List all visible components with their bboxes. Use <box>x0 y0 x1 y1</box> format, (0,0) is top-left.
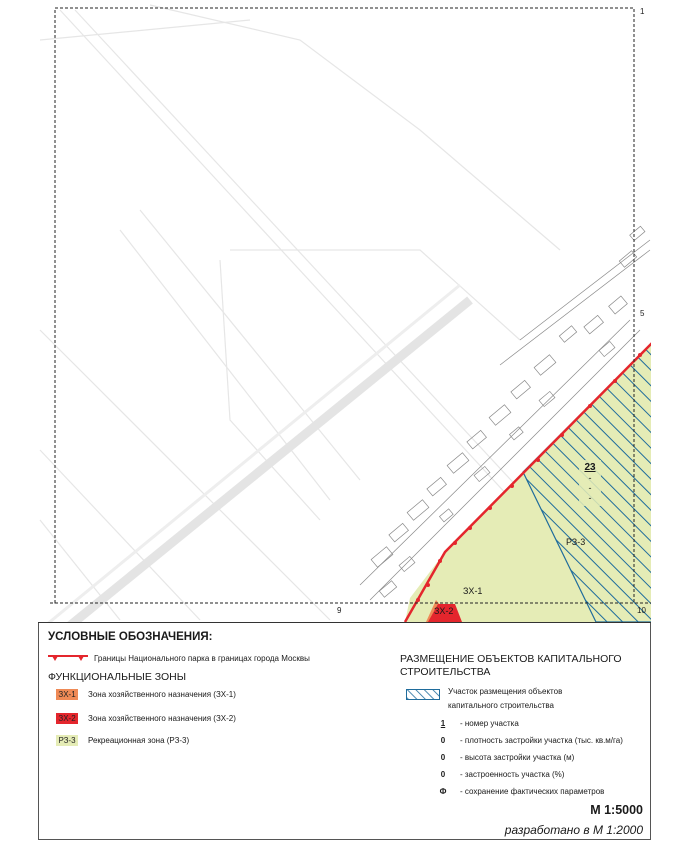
legend-zone-row <box>56 689 236 700</box>
legend-zone-row <box>56 713 236 724</box>
developed-scale: разработано в М 1:2000 <box>504 823 643 837</box>
parcel-value-3: - <box>588 493 592 503</box>
legend-boundary-text: Границы Национального парка в границах города Москвы <box>94 653 310 663</box>
map-area[interactable] <box>38 2 651 622</box>
legend-zone-row <box>56 735 189 746</box>
param-row <box>426 736 623 745</box>
param-key: 0 <box>440 753 446 762</box>
zone-swatch: ЗХ-2 <box>56 713 78 724</box>
sheet-number-right-middle: 5 <box>640 309 645 318</box>
param-key: 0 <box>440 770 446 779</box>
parcel-number: 23 <box>584 462 596 473</box>
param-row <box>426 787 604 796</box>
legend-title: УСЛОВНЫЕ ОБОЗНАЧЕНИЯ: <box>48 631 213 643</box>
zone-text: Зона хозяйственного назначения (ЗХ-1) <box>88 690 236 699</box>
map-scale: М 1:5000 <box>590 803 643 817</box>
zone-swatch: ЗХ-1 <box>56 689 78 700</box>
legend-panel <box>38 622 651 841</box>
param-text: - высота застройки участка (м) <box>460 753 575 762</box>
placement-title-line1: РАЗМЕЩЕНИЕ ОБЪЕКТОВ КАПИТАЛЬНОГО <box>400 653 622 665</box>
param-text: - номер участка <box>460 719 519 728</box>
param-row <box>426 753 574 762</box>
zone-text: Рекреационная зона (РЗ-3) <box>88 736 190 745</box>
zone-label-rz3: РЗ-3 <box>566 537 586 547</box>
sheet-number-bottom-right: 10 <box>637 606 646 615</box>
functional-zones-title: ФУНКЦИОНАЛЬНЫЕ ЗОНЫ <box>48 671 187 683</box>
parcel-value-2: - <box>588 483 592 493</box>
param-row <box>426 719 519 728</box>
param-key: Ф <box>439 787 447 796</box>
sheet-number-top-right: 1 <box>640 7 645 16</box>
sheet-number-bottom-left: 9 <box>337 606 342 615</box>
param-key: 1 <box>440 719 446 728</box>
param-row <box>426 770 564 779</box>
zone-label-zx1: ЗХ-1 <box>463 586 483 596</box>
map-canvas[interactable] <box>38 2 651 622</box>
placement-item-line1: Участок размещения объектов <box>448 687 563 696</box>
parcel-value-1: - <box>588 473 592 483</box>
boundary-line-icon <box>48 653 88 663</box>
hatch-swatch-icon <box>406 687 440 698</box>
zone-swatch: РЗ-3 <box>56 735 78 746</box>
placement-item-line2: капитального строительства <box>448 701 554 710</box>
param-text: - плотность застройки участка (тыс. кв.м/га) <box>460 736 623 745</box>
zone-text: Зона хозяйственного назначения (ЗХ-2) <box>88 714 236 723</box>
placement-title-line2: СТРОИТЕЛЬСТВА <box>400 666 491 678</box>
param-text: - застроенность участка (%) <box>460 770 565 779</box>
legend-boundary-row <box>48 653 310 663</box>
zone-label-zx2: ЗХ-2 <box>434 606 454 616</box>
param-key: 0 <box>440 736 446 745</box>
param-text: - сохранение фактических параметров <box>460 787 605 796</box>
